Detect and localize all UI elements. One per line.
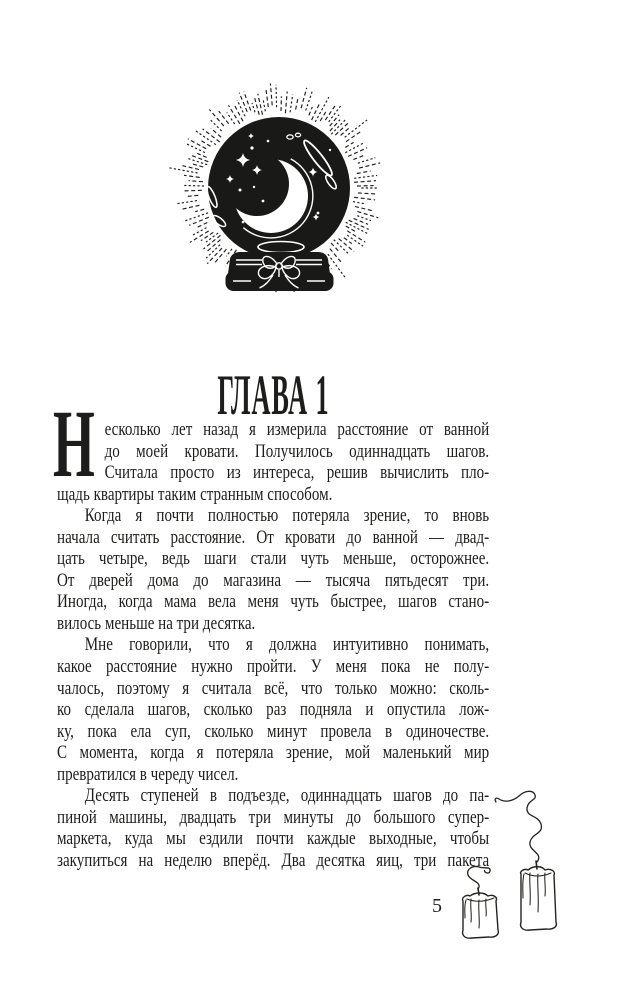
text-line: закупиться на неделю вперёд. Два десятка яиц, три пакета xyxy=(57,849,490,871)
body-text xyxy=(57,419,489,871)
text-line: Мне говорили, что я должна интуитивно понимать, xyxy=(84,634,490,656)
paragraph xyxy=(57,505,489,634)
text-line: какое расстояние нужно пройти. У меня пока не полу- xyxy=(57,656,490,678)
text-line: до моей кровати. Получилось одиннадцать шагов. xyxy=(104,440,490,462)
text-line: чалось, поэтому я считала всё, что только можно: сколь- xyxy=(57,677,490,699)
text-line: Считала просто из интереса, решив вычислить пло- xyxy=(104,462,490,484)
text-line: ку, пока ела суп, сколько минут провела в одиночестве. xyxy=(57,720,490,742)
text-line: вилось меньше на три десятка. xyxy=(57,612,256,634)
smoke-wisp xyxy=(495,791,541,862)
paragraph xyxy=(57,785,489,871)
paragraph xyxy=(57,634,489,785)
candles-icon xyxy=(450,780,568,942)
paragraph xyxy=(57,419,489,505)
text-line: Иногда, когда мама вела меня чуть быстрее, шагов стано- xyxy=(57,591,490,613)
text-line: щадь квартиры таким странным способом. xyxy=(57,483,333,505)
page-number: 5 xyxy=(432,895,442,917)
text-line: С момента, когда я потеряла зрение, мой маленький мир xyxy=(57,742,490,764)
text-line: начала считать расстояние. От кровати до ванной — двад- xyxy=(57,526,490,548)
chapter-title: ГЛАВА 1 xyxy=(217,364,330,428)
text-line: ко сделала шагов, сколько раз подняла и опустила лож- xyxy=(57,699,490,721)
crystal-ball-base xyxy=(226,252,334,291)
text-line: Когда я почти полностью потеряла зрение, то вновь xyxy=(84,505,490,527)
text-line: От дверей дома до магазина — тысяча пятьдесят три. xyxy=(57,569,490,591)
crystal-ball-icon xyxy=(162,70,396,310)
text-line: маркета, куда мы ездили почти каждые выходные, чтобы xyxy=(57,828,490,850)
drop-cap-letter: Н xyxy=(53,390,95,497)
text-line: Десять ступеней в подъезде, одиннадцать шагов до па- xyxy=(84,785,490,807)
text-line: есколько лет назад я измерила расстояние от ванной xyxy=(104,419,490,440)
smoke-wisp xyxy=(468,866,490,889)
text-line: пиной машины, двадцать три минуты до большого супер- xyxy=(57,806,490,828)
text-line: превратился в череду чисел. xyxy=(57,763,239,785)
text-line: цать четыре, ведь шаги стали чуть меньше, осторожнее. xyxy=(57,548,490,570)
